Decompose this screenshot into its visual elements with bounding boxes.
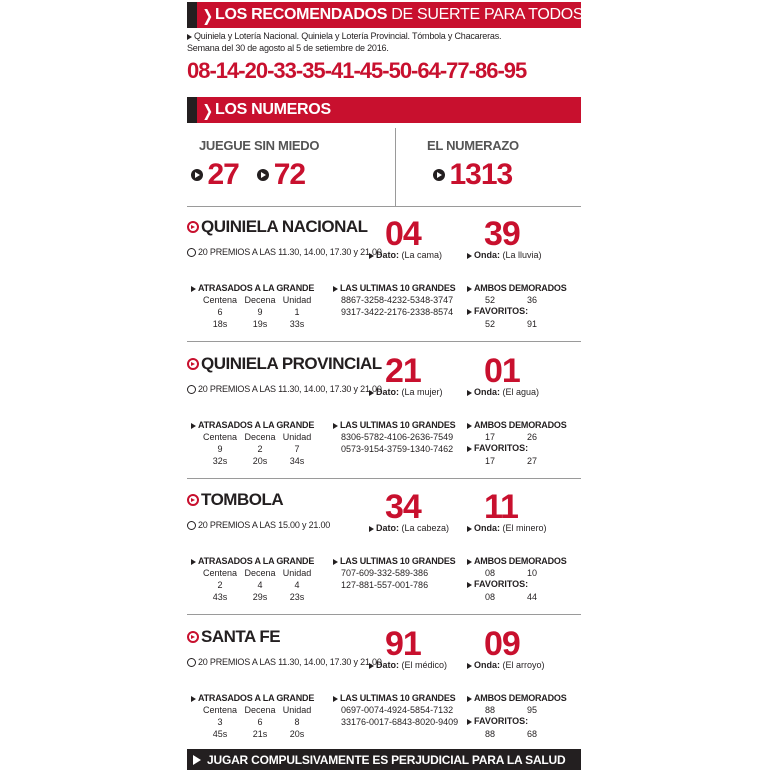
ambos-value-1: 08	[484, 568, 495, 578]
onda-label: Onda: (El minero)	[467, 523, 547, 533]
triangle-bullet-icon	[333, 696, 338, 702]
centena-draws: 43s	[212, 592, 228, 602]
triangle-bullet-icon	[467, 696, 472, 702]
decena-value: 4	[257, 580, 263, 590]
decena-draws: 20s	[252, 456, 268, 466]
footer-text: JUGAR COMPULSIVAMENTE ES PERJUDICIAL PARA LA SALUD	[207, 752, 566, 767]
onda-number: 01	[484, 352, 520, 390]
decena-draws: 19s	[252, 319, 268, 329]
clock-icon	[187, 248, 196, 257]
chevron-right-icon: ❯	[202, 8, 214, 25]
lottery-section	[187, 627, 581, 764]
juegue-number-2: 72	[273, 158, 306, 191]
ambos-value-1: 52	[484, 295, 495, 305]
ambos-header: AMBOS DEMORADOS	[467, 420, 567, 430]
decena-value: 2	[257, 444, 263, 454]
numeros-title: LOS NUMEROS	[215, 101, 331, 118]
play-icon	[193, 755, 201, 765]
triangle-bullet-icon	[333, 423, 338, 429]
recomendados-title: LOS RECOMENDADOS DE SUERTE PARA TODOS	[215, 6, 584, 23]
triangle-bullet-icon	[191, 696, 196, 702]
dato-label: Dato: (La cabeza)	[369, 523, 449, 533]
unidad-label: Unidad	[282, 568, 312, 578]
ambos-value-1: 88	[484, 705, 495, 715]
numerazo-label: EL NUMERAZO	[427, 138, 519, 153]
centena-label: Centena	[202, 568, 238, 578]
triangle-bullet-icon	[333, 559, 338, 565]
recomendados-subtitle	[187, 31, 501, 42]
section-title-text: TOMBOLA	[201, 490, 284, 509]
premios-schedule	[187, 384, 382, 394]
decena-label: Decena	[244, 295, 276, 305]
decena-label: Decena	[244, 568, 276, 578]
favoritos-header: FAVORITOS:	[467, 579, 528, 589]
play-circle-icon	[187, 221, 199, 233]
clock-icon	[187, 521, 196, 530]
ultimas-header: LAS ULTIMAS 10 GRANDES	[333, 283, 455, 293]
premios-text: 20 PREMIOS A LAS 11.30, 14.00, 17.30 y 21.00	[198, 657, 382, 667]
triangle-bullet-icon	[369, 663, 374, 669]
ambos-value-2: 26	[526, 432, 537, 442]
centena-value: 3	[217, 717, 223, 727]
section-title-text: SANTA FE	[201, 627, 281, 646]
favoritos-value-1: 88	[484, 729, 495, 739]
triangle-bullet-icon	[467, 526, 472, 532]
centena-value: 9	[217, 444, 223, 454]
grandes-line-1: 8306-5782-4106-2636-7549	[341, 432, 454, 442]
triangle-bullet-icon	[191, 423, 196, 429]
grandes-line-2: 0573-9154-3759-1340-7462	[341, 444, 454, 454]
decena-draws: 21s	[252, 729, 268, 739]
premios-text: 20 PREMIOS A LAS 11.30, 14.00, 17.30 y 21.00	[198, 247, 382, 257]
numerazo-value: 1313	[449, 158, 513, 191]
numeros-banner	[187, 97, 581, 123]
dato-number: 21	[385, 352, 421, 390]
section-title	[187, 490, 283, 510]
grandes-line-2: 33176-0017-6843-8020-9409	[341, 717, 459, 727]
unidad-draws: 34s	[289, 456, 305, 466]
triangle-bullet-icon	[333, 286, 338, 292]
juegue-label: JUEGUE SIN MIEDO	[199, 138, 320, 153]
ambos-header: AMBOS DEMORADOS	[467, 693, 567, 703]
decena-value: 6	[257, 717, 263, 727]
section-title	[187, 627, 280, 647]
recomendados-banner	[187, 2, 584, 28]
ambos-value-2: 36	[526, 295, 537, 305]
ultimas-header: LAS ULTIMAS 10 GRANDES	[333, 556, 455, 566]
favoritos-value-2: 27	[526, 456, 537, 466]
centena-value: 2	[217, 580, 223, 590]
play-circle-icon	[187, 631, 199, 643]
ambos-header: AMBOS DEMORADOS	[467, 556, 567, 566]
ambos-value-1: 17	[484, 432, 495, 442]
decena-value: 9	[257, 307, 263, 317]
premios-schedule	[187, 247, 382, 257]
triangle-bullet-icon	[467, 559, 472, 565]
recomendados-line1: Quiniela y Lotería Nacional. Quiniela y Lotería Provincial. Tómbola y Chacareras.	[194, 31, 502, 41]
centena-draws: 18s	[212, 319, 228, 329]
section-title-text: QUINIELA PROVINCIAL	[201, 354, 382, 373]
divider	[187, 341, 581, 342]
chevron-right-icon: ❯	[202, 103, 214, 120]
onda-number: 11	[484, 488, 518, 526]
section-title	[187, 217, 368, 237]
favoritos-value-2: 68	[526, 729, 537, 739]
divider	[187, 614, 581, 615]
clock-icon	[187, 658, 196, 667]
favoritos-value-1: 08	[484, 592, 495, 602]
unidad-value: 1	[294, 307, 300, 317]
onda-label: Onda: (La lluvia)	[467, 250, 542, 260]
centena-label: Centena	[202, 705, 238, 715]
favoritos-value-2: 44	[526, 592, 537, 602]
unidad-value: 4	[294, 580, 300, 590]
ultimas-header: LAS ULTIMAS 10 GRANDES	[333, 420, 455, 430]
play-icon	[257, 169, 269, 181]
triangle-bullet-icon	[467, 309, 472, 315]
triangle-bullet-icon	[369, 390, 374, 396]
centena-label: Centena	[202, 432, 238, 442]
banner-accent	[187, 2, 197, 28]
section-title	[187, 354, 382, 374]
centena-draws: 32s	[212, 456, 228, 466]
decena-label: Decena	[244, 705, 276, 715]
lottery-section	[187, 490, 581, 627]
centena-label: Centena	[202, 295, 238, 305]
numerazo-number	[433, 158, 512, 192]
decena-label: Decena	[244, 432, 276, 442]
favoritos-value-2: 91	[526, 319, 537, 329]
recomendados-week: Semana del 30 de agosto al 5 de setiembre de 2016.	[187, 43, 389, 53]
unidad-value: 7	[294, 444, 300, 454]
divider	[187, 206, 581, 207]
dato-number: 34	[385, 488, 421, 526]
unidad-draws: 33s	[289, 319, 305, 329]
favoritos-header: FAVORITOS:	[467, 306, 528, 316]
unidad-label: Unidad	[282, 705, 312, 715]
lottery-section	[187, 354, 581, 491]
favoritos-header: FAVORITOS:	[467, 716, 528, 726]
recomendados-numbers: 08-14-20-33-35-41-45-50-64-77-86-95	[187, 58, 527, 83]
play-circle-icon	[187, 494, 199, 506]
ambos-value-2: 10	[526, 568, 537, 578]
banner-accent	[187, 97, 197, 123]
triangle-bullet-icon	[369, 253, 374, 259]
premios-text: 20 PREMIOS A LAS 15.00 y 21.00	[198, 520, 331, 530]
dato-label: Dato: (El médico)	[369, 660, 447, 670]
triangle-bullet-icon	[467, 423, 472, 429]
clock-icon	[187, 385, 196, 394]
divider	[187, 478, 581, 479]
play-icon	[433, 169, 445, 181]
decena-draws: 29s	[252, 592, 268, 602]
triangle-bullet-icon	[467, 286, 472, 292]
onda-label: Onda: (El arroyo)	[467, 660, 545, 670]
triangle-bullet-icon	[467, 446, 472, 452]
unidad-label: Unidad	[282, 295, 312, 305]
unidad-label: Unidad	[282, 432, 312, 442]
triangle-bullet-icon	[191, 286, 196, 292]
triangle-bullet-icon	[467, 663, 472, 669]
premios-schedule	[187, 520, 330, 530]
atrasados-header: ATRASADOS A LA GRANDE	[191, 420, 314, 430]
lottery-infographic	[187, 0, 584, 770]
section-title-text: QUINIELA NACIONAL	[201, 217, 368, 236]
triangle-bullet-icon	[369, 526, 374, 532]
onda-number: 39	[484, 215, 520, 253]
dato-label: Dato: (La mujer)	[369, 387, 443, 397]
triangle-bullet-icon	[467, 253, 472, 259]
grandes-line-1: 707-609-332-589-386	[341, 568, 429, 578]
favoritos-value-1: 17	[484, 456, 495, 466]
unidad-value: 8	[294, 717, 300, 727]
ambos-value-2: 95	[526, 705, 537, 715]
atrasados-header: ATRASADOS A LA GRANDE	[191, 556, 314, 566]
premios-text: 20 PREMIOS A LAS 11.30, 14.00, 17.30 y 21.00	[198, 384, 382, 394]
juegue-numbers	[191, 158, 305, 192]
favoritos-value-1: 52	[484, 319, 495, 329]
footer-warning	[187, 749, 581, 770]
triangle-bullet-icon	[191, 559, 196, 565]
centena-draws: 45s	[212, 729, 228, 739]
play-icon	[191, 169, 203, 181]
onda-number: 09	[484, 625, 520, 663]
juegue-number-1: 27	[207, 158, 239, 191]
unidad-draws: 20s	[289, 729, 305, 739]
triangle-bullet-icon	[467, 390, 472, 396]
divider	[395, 128, 396, 206]
triangle-bullet-icon	[467, 719, 472, 725]
premios-schedule	[187, 657, 382, 667]
onda-label: Onda: (El agua)	[467, 387, 539, 397]
play-circle-icon	[187, 358, 199, 370]
triangle-bullet-icon	[467, 582, 472, 588]
atrasados-header: ATRASADOS A LA GRANDE	[191, 693, 314, 703]
centena-value: 6	[217, 307, 223, 317]
grandes-line-2: 127-881-557-001-786	[341, 580, 429, 590]
favoritos-header: FAVORITOS:	[467, 443, 528, 453]
ultimas-header: LAS ULTIMAS 10 GRANDES	[333, 693, 455, 703]
dato-number: 04	[385, 215, 421, 253]
atrasados-header: ATRASADOS A LA GRANDE	[191, 283, 314, 293]
grandes-line-1: 8867-3258-4232-5348-3747	[341, 295, 454, 305]
triangle-bullet-icon	[187, 34, 192, 40]
grandes-line-2: 9317-3422-2176-2338-8574	[341, 307, 454, 317]
unidad-draws: 23s	[289, 592, 305, 602]
dato-label: Dato: (La cama)	[369, 250, 442, 260]
grandes-line-1: 0697-0074-4924-5854-7132	[341, 705, 454, 715]
lottery-section	[187, 217, 581, 354]
dato-number: 91	[385, 625, 421, 663]
ambos-header: AMBOS DEMORADOS	[467, 283, 567, 293]
